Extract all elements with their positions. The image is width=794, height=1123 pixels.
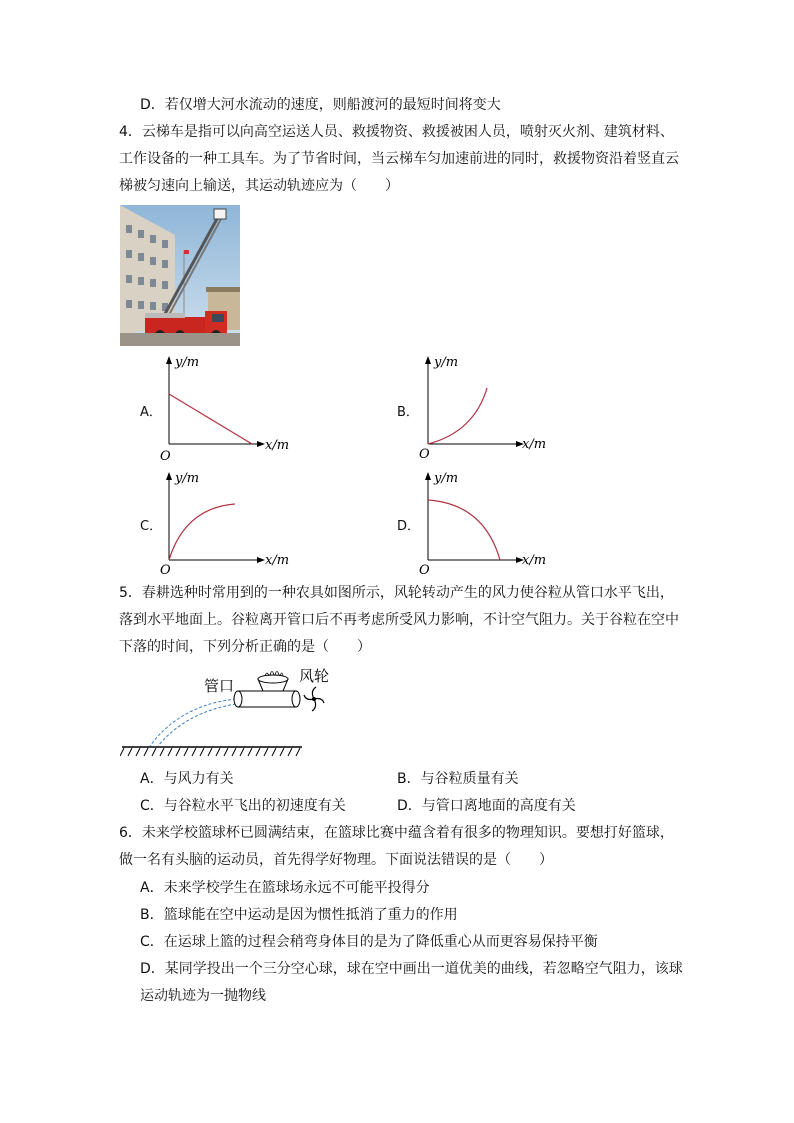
q3-option-d: D．若仅增大河水流动的速度，则船渡河的最短时间将变大 — [140, 97, 501, 113]
graph-b-label: B． — [397, 405, 419, 420]
grain-blower-figure — [120, 660, 340, 760]
graph-d-label: D． — [397, 519, 421, 534]
graph-a-ylabel: y/m — [175, 355, 200, 370]
graph-c-origin: O — [160, 563, 171, 578]
graph-a-xlabel: x/m — [265, 438, 290, 453]
ladder-truck-photo — [120, 205, 240, 346]
graph-d-xlabel: x/m — [522, 553, 547, 568]
graph-b-origin: O — [419, 447, 430, 462]
wheel-label: 风轮 — [299, 667, 330, 685]
graph-d — [414, 468, 554, 580]
q6-option-a: A．未来学校学生在篮球场永远不可能平投得分 — [140, 880, 430, 896]
q4-line-3: 梯被匀速向上输送，其运动轨迹应为（ ） — [119, 178, 399, 194]
q6-line-2: 做一名有头脑的运动员，首先得学好物理。下面说法错误的是（ ） — [119, 852, 553, 868]
q4-line-1: 4．云梯车是指可以向高空运送人员、救援物资、救援被困人员，喷射灭火剂、建筑材料、 — [119, 124, 674, 140]
q5-line-3: 下落的时间，下列分析正确的是（ ） — [119, 639, 371, 655]
graph-a-origin: O — [160, 449, 171, 464]
graph-c — [155, 468, 295, 580]
q5-line-1: 5．春耕选种时常用到的一种农具如图所示，风轮转动产生的风力使谷粒从管口水平飞出， — [119, 585, 674, 601]
graph-c-ylabel: y/m — [175, 471, 200, 486]
q5-line-2: 落到水平地面上。谷粒离开管口后不再考虑所受风力影响，不计空气阻力。关于谷粒在空中 — [119, 612, 679, 628]
graph-b-xlabel: x/m — [522, 437, 547, 452]
q6-option-d: D．某同学投出一个三分空心球，球在空中画出一道优美的曲线，若忽略空气阻力，该球 — [140, 961, 683, 977]
graph-a-label: A． — [140, 405, 162, 420]
graph-d-ylabel: y/m — [434, 471, 459, 486]
graph-b-ylabel: y/m — [434, 355, 459, 370]
graph-c-label: C． — [140, 519, 163, 534]
graph-a — [155, 352, 295, 464]
pipe-label: 管口 — [204, 677, 235, 695]
q5-option-d: D．与管口离地面的高度有关 — [397, 798, 576, 814]
q5-option-c: C．与谷粒水平飞出的初速度有关 — [140, 798, 346, 814]
q5-option-b: B．与谷粒质量有关 — [397, 771, 519, 787]
graph-c-xlabel: x/m — [265, 553, 290, 568]
graph-b — [414, 352, 554, 464]
q6-option-c: C．在运球上篮的过程会稍弯身体目的是为了降低重心从而更容易保持平衡 — [140, 934, 598, 950]
graph-d-origin: O — [419, 563, 430, 578]
q6-line-1: 6．未来学校篮球杯已圆满结束，在篮球比赛中蕴含着有很多的物理知识。要想打好篮球， — [119, 825, 674, 841]
q6-option-b: B．篮球能在空中运动是因为惯性抵消了重力的作用 — [140, 907, 458, 923]
q6-option-d-continued: 运动轨迹为一抛物线 — [140, 988, 266, 1004]
q4-line-2: 工作设备的一种工具车。为了节省时间，当云梯车匀加速前进的同时，救援物资沿着竖直云 — [119, 151, 679, 167]
q5-option-a: A．与风力有关 — [140, 771, 234, 787]
